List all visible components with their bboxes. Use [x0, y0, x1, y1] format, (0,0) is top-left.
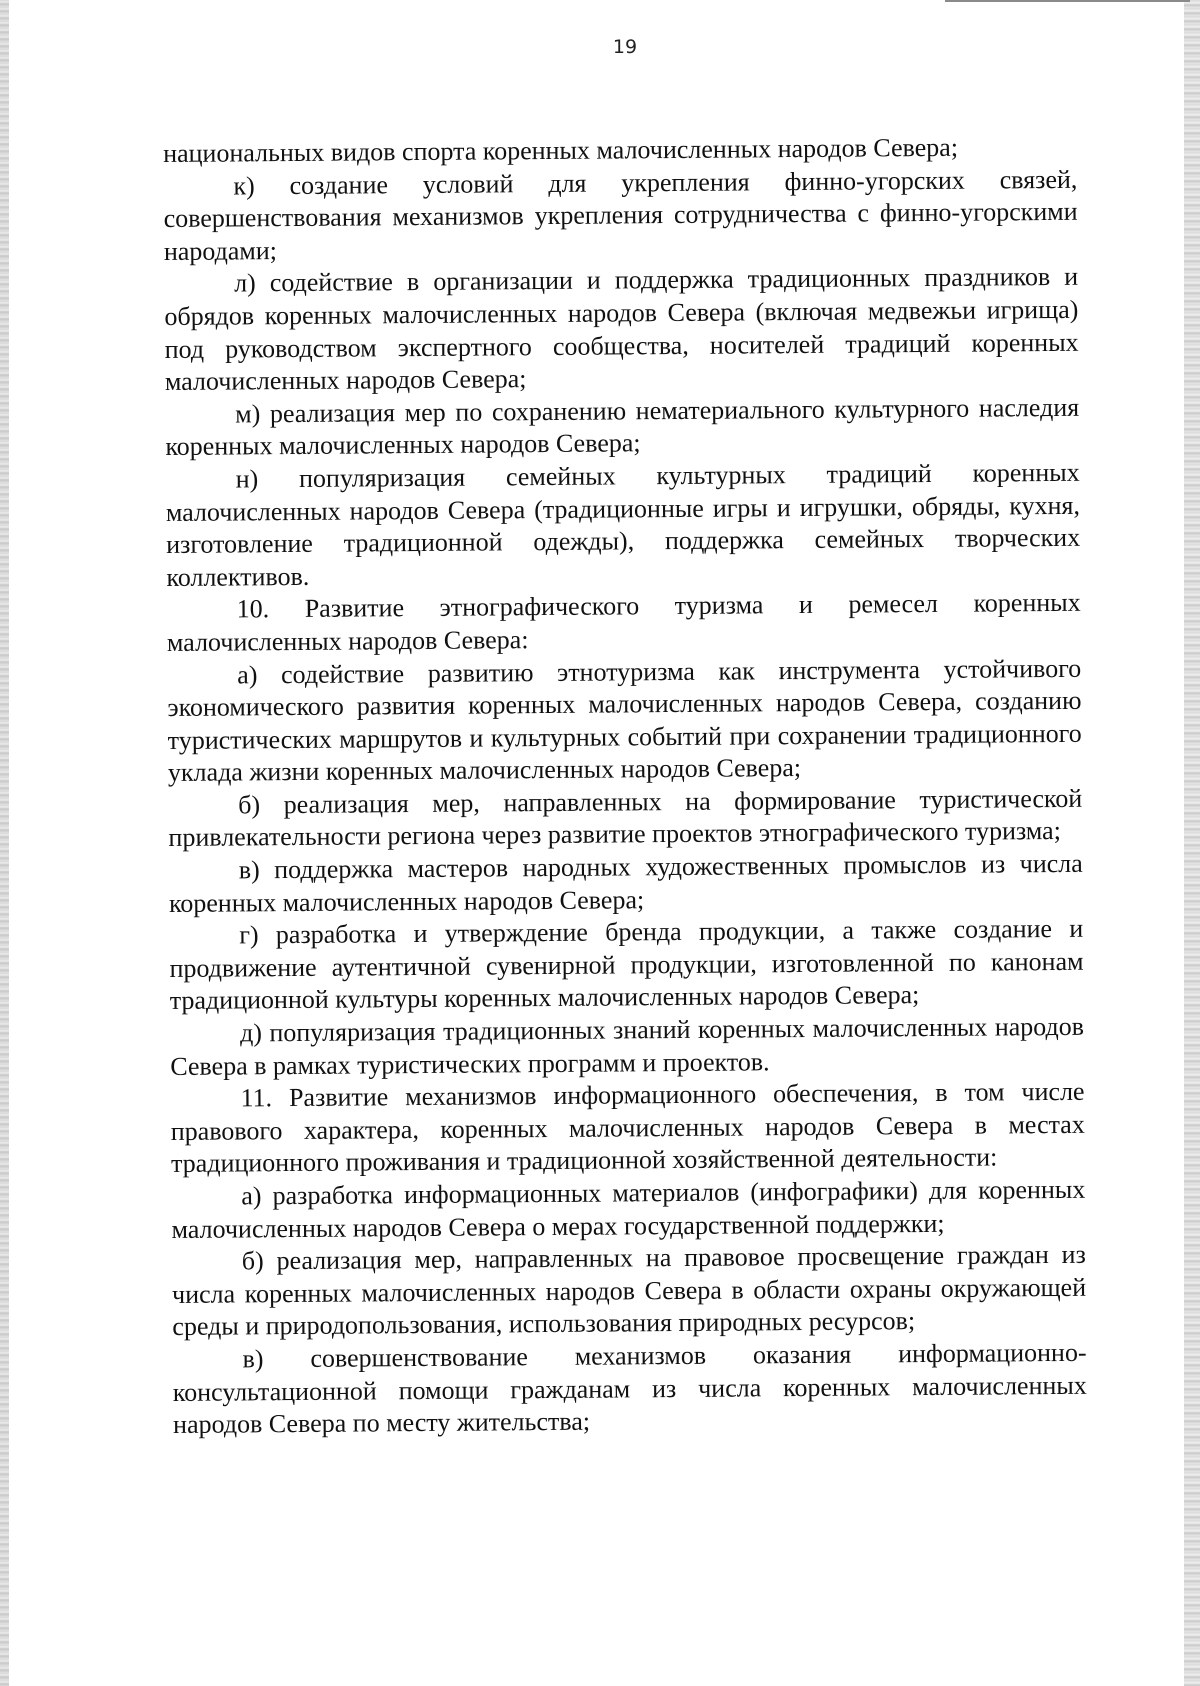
scan-edge-right: [1184, 0, 1200, 1686]
paragraph-item-k: к) создание условий для укрепления финно-угорских связей, совершенствования механизмов укрепления сотрудничества с финно-угорскими народами;: [163, 164, 1078, 266]
paragraph-10-g: г) разработка и утверждение бренда продукции, а также создание и продвижение аутентичной сувенирной продукции, изготовленной по канонам традиционной культуры коренных малочисленных народов Севера;: [169, 914, 1084, 1016]
scan-top-rule: [945, 0, 1190, 2]
paragraph-11-a: а) разработка информационных материалов (инфографики) для коренных малочисленных народов Севера о мерах государственной поддержки;: [171, 1174, 1086, 1244]
paragraph-11-v: в) совершенствование механизмов оказания информационно-консультационной помощи гражданам из числа коренных малочисленных народов Севера по месту жительства;: [172, 1337, 1087, 1440]
paragraph-10-a: а) содействие развитию этнотуризма как инструмента устойчивого экономического развития коренных малочисленных народов Севера, созданию туристических маршрутов и культурных событий при сохранении традиционного уклада жизни коренных малочисленных народов Севера;: [167, 653, 1082, 788]
paragraph-10-d: д) популяризация традиционных знаний коренных малочисленных народов Севера в рамках туристических программ и проектов.: [170, 1011, 1085, 1081]
paragraph-item-m: м) реализация мер по сохранению нематериального культурного наследия коренных малочисленных народов Севера;: [165, 392, 1080, 462]
paragraph-item-n: н) популяризация семейных культурных традиций коренных малочисленных народов Севера (традиционные игры и игрушки, обряды, кухня, изготовление традиционной одежды), поддержка семейных творческих коллективов.: [165, 457, 1081, 592]
document-body: [163, 131, 1087, 1442]
paragraph-10-b: б) реализация мер, направленных на формирование туристической привлекательности региона через развитие проектов этнографического туризма;: [168, 783, 1083, 853]
paragraph-item-l: л) содействие в организации и поддержка традиционных праздников и обрядов коренных малочисленных народов Севера (включая медвежьи игрища) под руководством экспертного сообщества, носителей традиций коренных малочисленных народов Севера;: [164, 262, 1079, 397]
page-number: 19: [612, 36, 638, 58]
paragraph-11-b: б) реализация мер, направленных на правовое просвещение граждан из числа коренных малочисленных народов Севера в области охраны окружающей среды и природопользования, использования природных ресурсов;: [171, 1239, 1087, 1342]
paragraph-10-v: в) поддержка мастеров народных художественных промыслов из числа коренных малочисленных народов Севера;: [168, 848, 1083, 918]
section-11-heading: 11. Развитие механизмов информационного обеспечения, в том числе правового характера, коренных малочисленных народов Севера в местах традиционного проживания и традиционной хозяйственной деятельности:: [170, 1077, 1085, 1179]
section-10-heading: 10. Развитие этнографического туризма и ремесел коренных малочисленных народов Севера:: [166, 588, 1081, 657]
scan-edge-left: [0, 0, 9, 1686]
paragraph-continuation: национальных видов спорта коренных малочисленных народов Севера;: [163, 132, 959, 168]
